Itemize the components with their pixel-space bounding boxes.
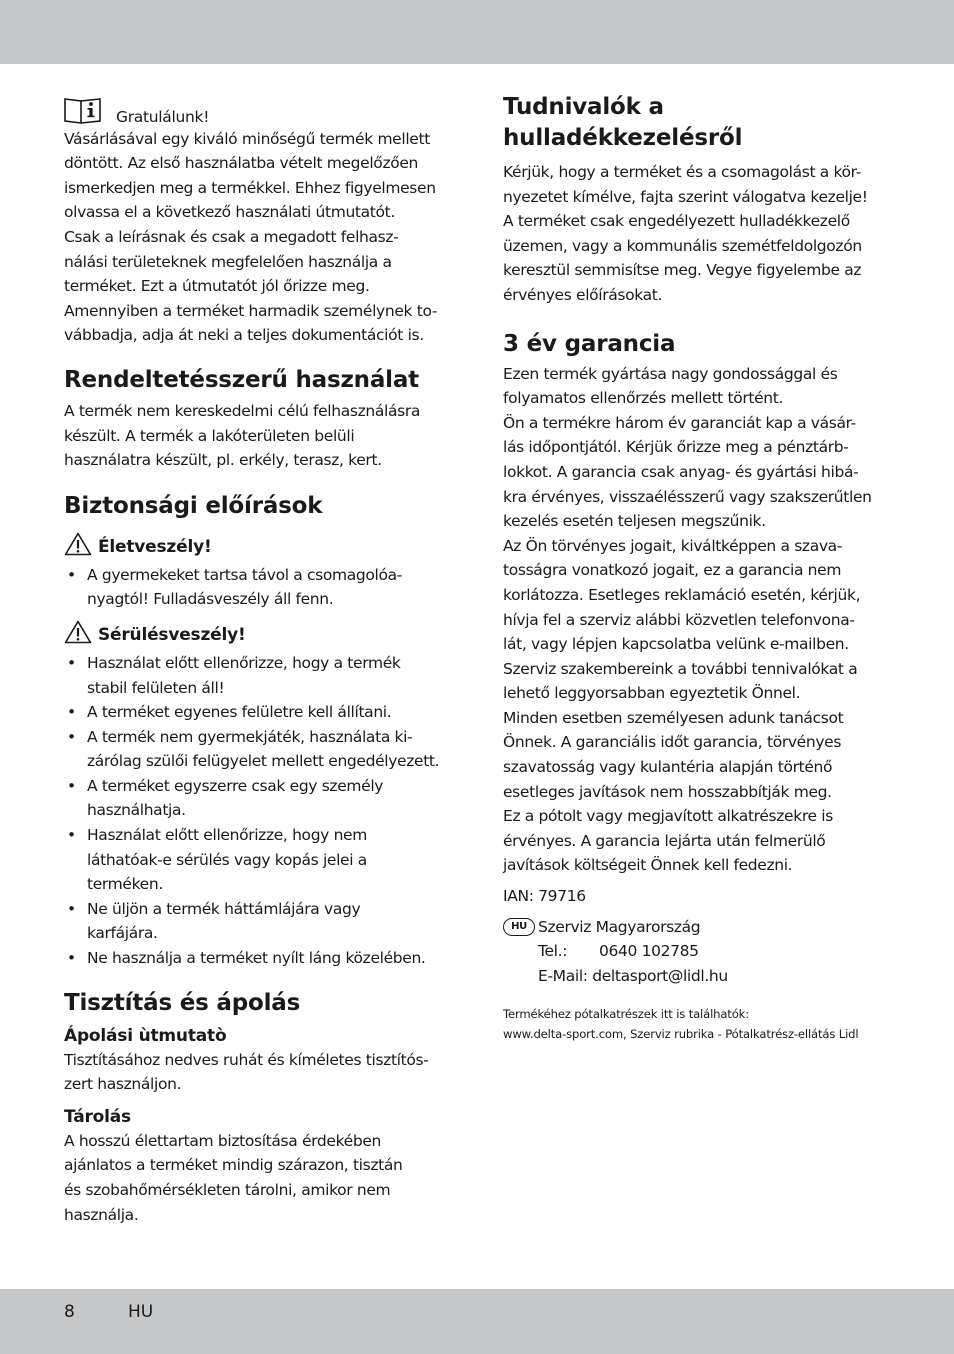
warranty-line: javítások költségeit Önnek kell fedezni. <box>503 856 793 875</box>
warranty-line: Minden esetben személyesen adunk tanácsot <box>503 708 844 727</box>
warranty-line: kezelés esetén teljesen megszűnik. <box>503 512 766 531</box>
disposal-text <box>503 160 895 308</box>
warranty-line: lás időpontjától. Kérjük őrizze meg a pénztárb- <box>503 438 849 457</box>
intro-line: Amennyiben a terméket harmadik személynek to- <box>64 301 438 320</box>
ian-number: IAN: 79716 <box>503 887 586 906</box>
list-item: • A terméket egyszerre csak egy személy használhatja. <box>64 774 456 823</box>
warranty-line: Szerviz szakembereink a további tennivalókat a <box>503 659 858 678</box>
storage-line: ajánlatos a terméket mindig szárazon, tisztán <box>64 1156 403 1175</box>
service-block <box>503 915 895 989</box>
disposal-line: nyezetet kímélve, fajta szerint válogatva kezelje! <box>503 187 868 206</box>
intro-line: terméket. Ezt a útmutatót jól őrizze meg. <box>64 277 370 296</box>
intro-line: döntött. Az első használatba vételt megelőzően <box>64 154 419 173</box>
service-name-row <box>503 915 895 940</box>
care-line: zert használjon. <box>64 1075 182 1094</box>
warranty-line: kra érvényes, visszaélésszerű vagy szakszerűtlen <box>503 487 872 506</box>
country-badge: HU <box>503 918 535 936</box>
header-bar <box>0 0 954 64</box>
list-item: • Ne üljön a termék háttámlájára vagy karfájára. <box>64 897 456 946</box>
intro-text <box>64 127 456 348</box>
list-item: • A terméket egyenes felületre kell állítani. <box>64 700 456 725</box>
list-item: • A termék nem gyermekjáték, használata ki- zárólag szülői felügyelet mellett engedélyezett. <box>64 725 456 774</box>
intro-line: Csak a leírásnak és csak a megadott felhasz- <box>64 227 399 246</box>
safety-title: Biztonsági előírások <box>64 492 323 519</box>
list-item: • A gyermekeket tartsa távol a csomagolóa- nyagtól! Fulladásveszély áll fenn. <box>64 563 456 612</box>
disposal-line: keresztül semmisítse meg. Vegye figyelembe az <box>503 261 862 280</box>
warranty-line: Ez a pótolt vagy megjavított alkatrészekre is <box>503 807 833 826</box>
care-text <box>64 1048 456 1097</box>
warranty-line: korlátozza. Esetleges reklamáció esetén, kérjük, <box>503 585 861 604</box>
warning-triangle-icon <box>64 532 98 563</box>
left-column <box>64 97 456 1227</box>
storage-line: és szobahőmérsékleten tárolni, amikor nem <box>64 1181 391 1199</box>
service-email: E-Mail: deltasport@lidl.hu <box>538 966 728 985</box>
warranty-line: lehető leggyorsabban egyeztetik Önnel. <box>503 684 801 703</box>
list-item: • Ne használja a terméket nyílt láng közelében. <box>64 946 456 971</box>
intro-line: vábbadja, adja át neki a teljes dokumentációt is. <box>64 326 424 345</box>
warning-injury-danger <box>64 620 456 651</box>
intro-line: ismerkedjen meg a termékkel. Ehhez figyelmesen <box>64 178 436 197</box>
tel-label: Tel.: <box>538 942 568 961</box>
storage-text <box>64 1129 456 1227</box>
warranty-line: esetleges javítások nem hosszabbítják meg. <box>503 782 832 801</box>
warranty-title: 3 év garancia <box>503 330 676 357</box>
book-info-icon <box>64 97 102 129</box>
warning-triangle-icon <box>64 620 98 651</box>
intro-line: nálási területeknek megfelelően használja a <box>64 252 392 271</box>
tel-value: 0640 102785 <box>599 942 699 961</box>
storage-line: használja. <box>64 1205 139 1224</box>
care-line: Tisztításához nedves ruhát és kíméletes tisztítós- <box>64 1050 429 1069</box>
life-danger-list <box>64 563 456 612</box>
list-item: • Használat előtt ellenőrizze, hogy a termék stabil felületen áll! <box>64 651 456 700</box>
spare-parts-note <box>503 1004 895 1044</box>
warning-life-danger-label: Életveszély! <box>98 537 212 558</box>
warranty-line: tosságra vonatkozó jogait, ez a garancia nem <box>503 561 842 580</box>
spare-parts-line: www.delta-sport.com, Szerviz rubrika - Pótalkatrész-ellátás Lidl <box>503 1027 859 1042</box>
page-number: 8 <box>64 1302 75 1322</box>
service-tel-row <box>503 939 895 964</box>
disposal-title <box>503 92 895 154</box>
storage-title: Tárolás <box>64 1106 131 1127</box>
disposal-title-line: hulladékkezelésről <box>503 125 743 151</box>
warranty-line: lát, vagy lépjen kapcsolatba velünk e-mailben. <box>503 635 849 654</box>
disposal-line: érvényes előírásokat. <box>503 285 663 304</box>
intro-heading-row <box>64 97 456 130</box>
intended-use-line: A termék nem kereskedelmi célú felhasználásra <box>64 401 421 420</box>
intro-line: olvassa el a következő használati útmutatót. <box>64 203 395 222</box>
storage-line: A hosszú élettartam biztosítása érdekében <box>64 1131 382 1150</box>
language-code: HU <box>128 1302 154 1322</box>
warning-injury-danger-label: Sérülésveszély! <box>98 625 246 646</box>
warning-life-danger <box>64 532 456 563</box>
service-name: Szerviz Magyarország <box>538 917 701 936</box>
warranty-line: szavatosság vagy kulantéria alapján történő <box>503 758 833 777</box>
care-title: Ápolási ùtmutatò <box>64 1025 227 1046</box>
intro-heading: Gratulálunk! <box>116 108 210 126</box>
warranty-line: lokkot. A garancia csak anyag- és gyártási hibá- <box>503 462 859 481</box>
disposal-line: A terméket csak engedélyezett hulladékkezelő <box>503 212 850 231</box>
warranty-line: érvényes. A garancia lejárta után felmerülő <box>503 831 826 850</box>
warranty-line: folyamatos ellenőrzés mellett történt. <box>503 389 784 408</box>
disposal-line: Kérjük, hogy a terméket és a csomagolást a kör- <box>503 163 861 181</box>
disposal-line: üzemen, vagy a kommunális szemétfeldolgozón <box>503 236 862 255</box>
warranty-line: Ön a termékre három év garanciát kap a vásár- <box>503 413 856 432</box>
intended-use-text <box>64 399 456 473</box>
intended-use-line: készült. A termék a lakóterületen belüli <box>64 426 355 445</box>
injury-danger-list <box>64 651 456 971</box>
cleaning-title: Tisztítás és ápolás <box>64 989 301 1016</box>
warranty-line: Az Ön törvényes jogait, kiváltképpen a szava- <box>503 536 843 555</box>
intended-use-title: Rendeltetésszerű használat <box>64 366 419 393</box>
warranty-line: Önnek. A garanciális időt garancia, törvényes <box>503 733 842 752</box>
warranty-text <box>503 362 895 878</box>
warranty-line: Ezen termék gyártása nagy gondossággal és <box>503 364 838 383</box>
intro-line: Vásárlásával egy kiváló minőségű termék mellett <box>64 129 430 148</box>
intended-use-line: használatra készült, pl. erkély, terasz, kert. <box>64 451 382 470</box>
disposal-title-line: Tudnivalók a <box>503 94 664 120</box>
spare-parts-line: Termékéhez pótalkatrészek itt is találhatók: <box>503 1007 749 1022</box>
warranty-line: hívja fel a szerviz alábbi közvetlen telefonvona- <box>503 610 855 629</box>
list-item: • Használat előtt ellenőrizze, hogy nem láthatóak-e sérülés vagy kopás jelei a terméken. <box>64 823 456 897</box>
right-column <box>503 92 895 1044</box>
